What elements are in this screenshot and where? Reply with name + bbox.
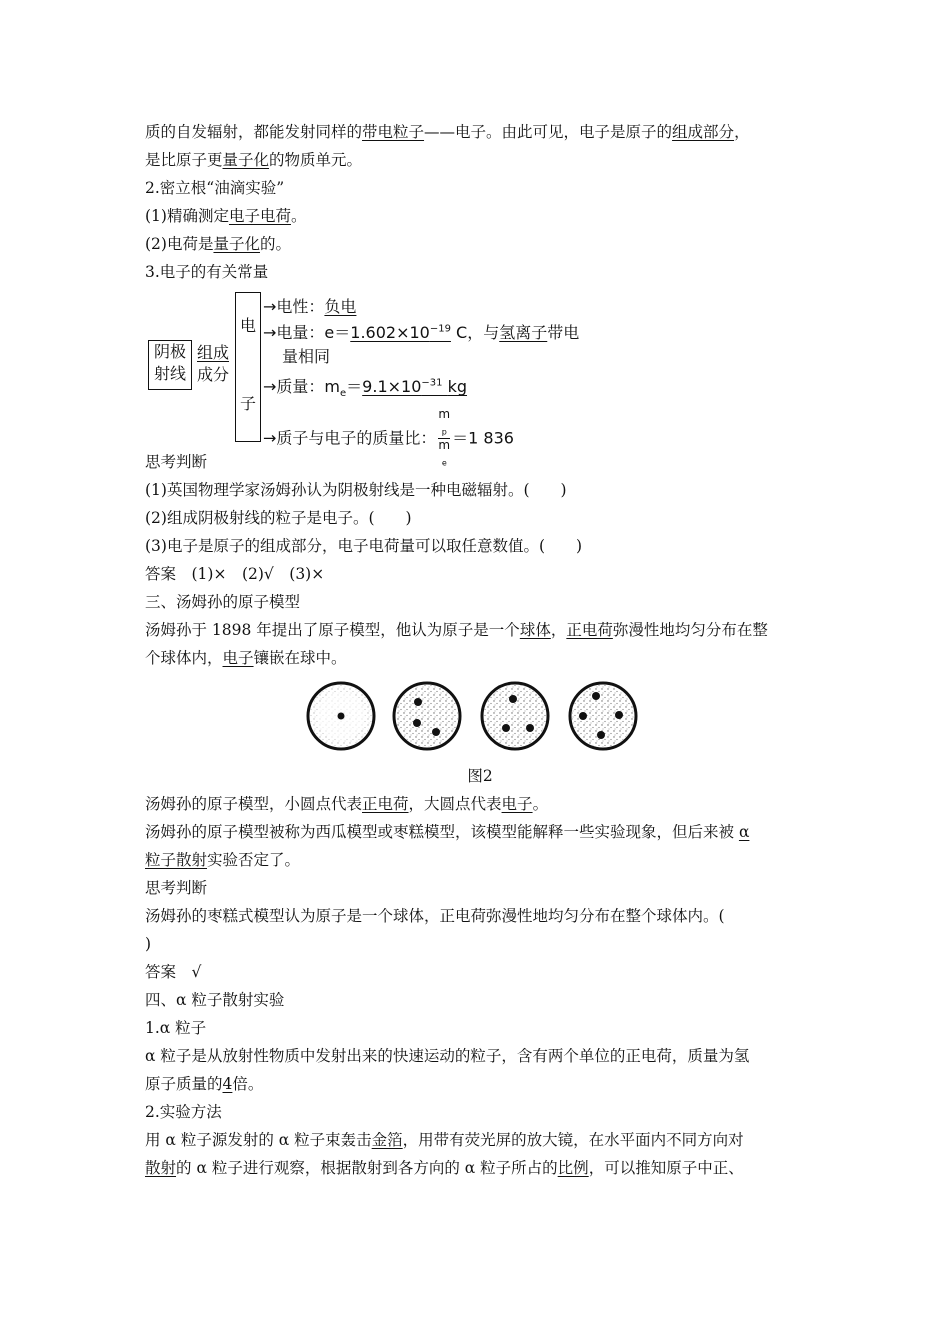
prop2-value-group	[350, 323, 451, 342]
underlined-answer: 粒子散射	[145, 851, 208, 869]
text-line	[145, 560, 815, 588]
frac-den-m: m	[438, 438, 451, 453]
underlined-answer: 球体	[519, 621, 551, 639]
document-page	[145, 118, 815, 1182]
prop-mass	[263, 374, 467, 399]
frac-num-m: m	[438, 407, 451, 421]
text-line	[145, 930, 815, 958]
text-segment: 的。	[259, 235, 291, 253]
text-block-bottom	[145, 790, 815, 1182]
text-segment: (1)英国物理学家汤姆孙认为阴极射线是一种电磁辐射。( )	[145, 481, 567, 499]
prop4-value: ＝1 836	[452, 428, 514, 448]
underlined-answer: 4	[222, 1075, 233, 1093]
underlined-answer: α	[738, 823, 750, 841]
frac-num-sub: p	[441, 427, 447, 437]
frac-den	[438, 439, 450, 469]
composition-label	[197, 342, 229, 386]
text-line	[145, 986, 815, 1014]
text-line	[145, 588, 815, 616]
text-segment: 3.电子的有关常量	[145, 263, 269, 281]
underlined-answer: 比例	[557, 1159, 589, 1177]
text-block-mid	[145, 448, 815, 672]
arrow-icon: →	[263, 428, 277, 448]
text-segment: 的 α 粒子进行观察，根据散射到各方向的 α 粒子所占的	[176, 1159, 558, 1177]
underlined-answer: 金箔	[371, 1131, 403, 1149]
text-segment: 汤姆孙的原子模型，小圆点代表	[145, 795, 363, 813]
text-line	[145, 1042, 815, 1070]
text-segment: ——电子。由此可见，电子是原子的	[424, 123, 673, 141]
text-segment: (1)精确测定	[145, 207, 229, 225]
prop-charge-sign	[263, 294, 356, 317]
text-segment: 原子质量的	[145, 1075, 223, 1093]
underlined-answer: 量子化	[222, 151, 270, 169]
text-segment: 四、α 粒子散射实验	[145, 991, 285, 1009]
arrow-icon: →	[263, 323, 277, 342]
text-line	[145, 1126, 815, 1154]
prop-charge-amount	[263, 320, 579, 343]
text-segment: 镶嵌在球中。	[253, 649, 347, 667]
text-line	[145, 790, 815, 818]
text-segment: 。	[532, 795, 549, 813]
prop1-value: 负电	[324, 297, 357, 316]
text-segment: α 粒子是从放射性物质中发射出来的快速运动的粒子，含有两个单位的正电荷，质量为氢	[145, 1047, 750, 1065]
text-line	[145, 532, 815, 560]
figure-caption: 图2	[467, 767, 493, 785]
text-segment: )	[145, 935, 152, 953]
underlined-answer: 组成部分	[672, 123, 735, 141]
text-segment: 2.密立根“油滴实验”	[145, 179, 285, 197]
prop1-label: 电性：	[276, 297, 325, 316]
underlined-answer: 电子电荷	[228, 207, 291, 225]
text-line	[145, 146, 815, 174]
text-line	[145, 644, 815, 672]
text-line	[145, 1098, 815, 1126]
text-segment: 2.实验方法	[145, 1103, 222, 1121]
text-segment: (2)电荷是	[145, 235, 214, 253]
text-line	[145, 902, 815, 930]
text-segment: 汤姆孙于 1898 年提出了原子模型，他认为原子是一个	[145, 621, 520, 639]
underlined-answer: 正电荷	[566, 621, 613, 639]
text-segment: (3)电子是原子的组成部分，电子电荷量可以取任意数值。( )	[145, 537, 583, 555]
atom-model-3	[482, 683, 548, 749]
text-segment: 个球体内，	[145, 649, 223, 667]
text-line	[145, 202, 815, 230]
underlined-answer: 带电粒子	[362, 123, 425, 141]
composition-label-1: 组成	[197, 343, 230, 362]
underlined-answer: 散射	[145, 1159, 177, 1177]
prop4-label: 质子与电子的质量比：	[276, 428, 437, 448]
underlined-answer: 量子化	[213, 235, 260, 253]
text-segment: (2)组成阴极射线的粒子是电子。( )	[145, 509, 412, 527]
prop2-label: 电量：e＝	[276, 323, 351, 342]
text-line	[145, 504, 815, 532]
text-line	[145, 846, 815, 874]
prop3-label: 质量：m	[276, 377, 340, 396]
underlined-answer: 电子	[501, 795, 533, 813]
text-segment: 质的自发辐射，都能发射同样的	[145, 123, 363, 141]
text-segment: ，可以推知原子中正、	[588, 1159, 744, 1177]
cathode-ray-label-2: 射线	[153, 364, 186, 383]
prop3-value: 9.1×10	[362, 377, 422, 396]
prop2-line2: 量相同	[282, 347, 331, 366]
text-block-top	[145, 118, 815, 286]
prop3-sub: e	[340, 388, 347, 400]
text-segment: 用 α 粒子源发射的 α 粒子束轰击	[145, 1131, 372, 1149]
text-segment: ，大圆点代表	[408, 795, 502, 813]
prop-charge-line2	[282, 344, 330, 367]
text-line	[145, 616, 815, 644]
text-segment: 弥漫性地均匀分布在整	[612, 621, 768, 639]
prop2-u2: 氢离子	[499, 323, 548, 342]
electron-box	[235, 292, 261, 442]
composition-label-2: 成分	[197, 365, 230, 384]
text-segment: 答案 √	[145, 963, 202, 981]
prop2-value: 1.602×10	[350, 323, 430, 342]
arrow-icon: →	[263, 377, 277, 396]
text-line	[145, 118, 815, 146]
underlined-answer: 正电荷	[362, 795, 409, 813]
atom-models-illustration	[145, 676, 815, 756]
prop2-tail: 带电	[547, 323, 580, 342]
prop2-exp: −19	[429, 323, 451, 335]
atom-model-2	[394, 683, 460, 749]
text-segment: 思考判断	[145, 879, 208, 897]
frac-den-sub: e	[441, 458, 447, 468]
atom-model-1	[308, 683, 374, 749]
prop-mass-ratio	[263, 408, 514, 470]
text-segment: 三、汤姆孙的原子模型	[145, 593, 301, 611]
text-line	[145, 476, 815, 504]
underlined-answer: 电子	[222, 649, 254, 667]
text-line	[145, 258, 815, 286]
text-line	[145, 958, 815, 986]
text-segment: ，	[734, 123, 750, 141]
prop3-eq: ＝	[346, 377, 363, 396]
frac-num	[438, 408, 450, 439]
text-segment: 倍。	[232, 1075, 264, 1093]
text-line	[145, 174, 815, 202]
text-segment: ，用带有荧光屏的放大镜，在水平面内不同方向对	[402, 1131, 744, 1149]
prop2-unit: C，与	[456, 323, 500, 342]
text-line	[145, 1070, 815, 1098]
text-line	[145, 230, 815, 258]
text-segment: ，	[550, 621, 567, 639]
electron-char-1: 电	[239, 316, 256, 335]
text-segment: 的物质单元。	[269, 151, 363, 169]
text-segment: 。	[290, 207, 307, 225]
text-segment: 实验否定了。	[207, 851, 301, 869]
cathode-ray-label-1: 阴极	[153, 342, 186, 361]
text-segment: 汤姆孙的原子模型被称为西瓜模型或枣糕模型，该模型能解释一些实验现象，但后来被	[145, 823, 739, 841]
text-segment: 答案 (1)× (2)√ (3)×	[145, 565, 325, 583]
prop3-value-group	[362, 377, 467, 396]
text-line	[145, 874, 815, 902]
thomson-model-figure	[145, 676, 815, 756]
text-segment: 汤姆孙的枣糕式模型认为原子是一个球体，正电荷弥漫性地均匀分布在整个球体内。(	[145, 907, 725, 925]
text-line	[145, 1014, 815, 1042]
electron-char-2: 子	[239, 394, 256, 413]
mass-ratio-fraction	[438, 408, 450, 470]
cathode-ray-box	[148, 340, 192, 390]
prop3-unit: kg	[447, 377, 468, 396]
arrow-icon: →	[263, 297, 277, 316]
text-line	[145, 818, 815, 846]
prop3-exp: −31	[421, 377, 443, 389]
text-segment: 1.α 粒子	[145, 1019, 207, 1037]
text-segment: 思考判断	[145, 453, 208, 471]
text-line	[145, 1154, 815, 1182]
text-segment: 是比原子更	[145, 151, 223, 169]
atom-model-4	[570, 683, 636, 749]
